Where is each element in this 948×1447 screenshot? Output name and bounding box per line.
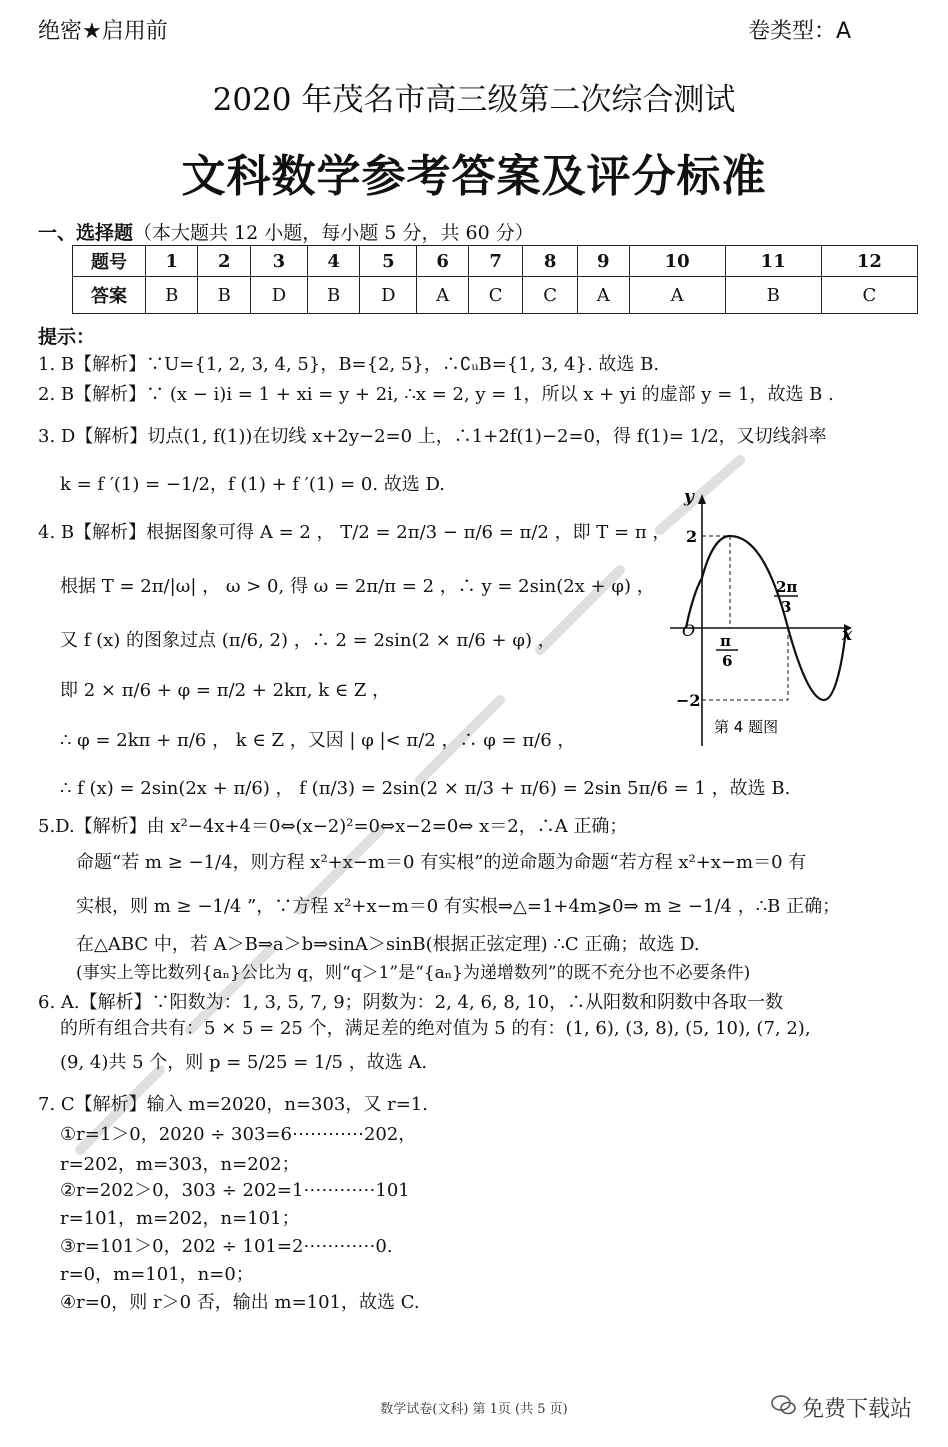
- hint-label: 提示：: [38, 326, 96, 348]
- table-cell: 3: [250, 246, 307, 277]
- solution-q7-line3: r=202，m=303，n=202；: [60, 1154, 300, 1175]
- table-row-numbers: [73, 246, 918, 277]
- solution-q7-line8: ④r=0，则 r＞0 否，输出 m=101，故选 C.: [60, 1292, 420, 1313]
- solution-q6: 6. A.【解析】∵阳数为：1, 3, 5, 7, 9；阴数为：2, 4, 6, 8, 10，∴从阳数和阴数中各取一数: [38, 992, 784, 1013]
- solution-q7-line6: ③r=101＞0，202 ÷ 101=2⋯⋯⋯⋯0.: [60, 1236, 393, 1257]
- table-cell: 7: [468, 246, 523, 277]
- table-cell: 6: [417, 246, 469, 277]
- page-footer: 数学试卷(文科) 第 1页 (共 5 页): [380, 1402, 568, 1417]
- wechat-icon: [770, 1392, 798, 1418]
- solution-q7-line4: ②r=202＞0，303 ÷ 202=1⋯⋯⋯⋯101: [60, 1180, 410, 1201]
- solution-q4-line3: 又 f (x) 的图象过点 (π/6, 2) ，∴ 2 = 2sin(2 × π/6 + φ) ，: [60, 630, 556, 651]
- solution-q4-line6: ∴ f (x) = 2sin(2x + π/6) ， f (π/3) = 2sin(2 × π/3 + π/6) = 2sin 5π/6 = 1 ，故选 B.: [60, 778, 791, 799]
- y-axis-arrow: [698, 494, 706, 504]
- tick-2pi3-num: 2π: [776, 578, 798, 596]
- section-note: （本大题共 12 小题，每小题 5 分，共 60 分）: [133, 222, 534, 244]
- table-cell: 1: [146, 246, 198, 277]
- table-head-answer: 答案: [73, 277, 146, 314]
- table-cell: 2: [198, 246, 250, 277]
- sine-curve: [702, 536, 846, 700]
- solution-q5: 5.D.【解析】由 x²−4x+4＝0⇔(x−2)²=0⇔x−2=0⇔ x＝2，∴A 正确；: [38, 816, 628, 837]
- solution-q5-line2: 命题“若 m ≥ −1/4，则方程 x²+x−m＝0 有实根”的逆命题为命题“若方程 x²+x−m＝0 有: [76, 852, 807, 873]
- y-min-label: −2: [676, 691, 701, 710]
- solution-q3-cont: k = f ′(1) = −1/2，f (1) + f ′(1) = 0. 故选 D.: [60, 474, 446, 495]
- y-max-label: 2: [686, 527, 698, 546]
- solution-q1: 1. B【解析】∵U={1, 2, 3, 4, 5}，B={2, 5}，∴∁ᵤB={1, 3, 4}. 故选 B.: [38, 354, 660, 375]
- solution-q5-line5: (事实上等比数列{aₙ}公比为 q，则“q＞1”是“{aₙ}为递增数列”的既不充分也不必要条件): [76, 963, 751, 983]
- table-row-answers: [73, 277, 918, 314]
- confidential-label: 绝密★启用前: [38, 19, 168, 44]
- solution-q7-line2: ①r=1＞0，2020 ÷ 303=6⋯⋯⋯⋯202，: [60, 1124, 417, 1145]
- solution-q3: 3. D【解析】切点(1, f(1))在切线 x+2y−2=0 上，∴1+2f(1)−2=0，得 f(1)= 1/2，又切线斜率: [38, 426, 827, 447]
- table-cell: A: [629, 277, 725, 314]
- document-title: 文科数学参考答案及评分标准: [181, 151, 767, 202]
- x-axis-label: x: [842, 625, 853, 645]
- table-cell: 10: [629, 246, 725, 277]
- table-cell: A: [417, 277, 469, 314]
- solution-q7-line7: r=0，m=101，n=0；: [60, 1264, 254, 1285]
- table-cell: 4: [307, 246, 359, 277]
- table-cell: 9: [577, 246, 629, 277]
- answer-table: [72, 245, 918, 314]
- tick-2pi3-den: 3: [781, 598, 792, 616]
- solution-q7: 7. C【解析】输入 m=2020，n=303，又 r=1.: [38, 1094, 428, 1115]
- solution-q4-line2: 根据 T = 2π/|ω| ， ω > 0, 得 ω = 2π/π = 2 ，∴ y = 2sin(2x + φ) ，: [60, 576, 655, 597]
- solution-q4-line4: 即 2 × π/6 + φ = π/2 + 2kπ, k ∈ Z ，: [60, 680, 391, 701]
- solution-q2: 2. B【解析】∵ (x − i)i = 1 + xi = y + 2i, ∴x = 2, y = 1，所以 x + yi 的虚部 y = 1，故选 B .: [38, 384, 834, 405]
- solution-q6-line3: (9, 4)共 5 个，则 p = 5/25 = 1/5 ，故选 A.: [60, 1052, 428, 1073]
- table-cell: D: [250, 277, 307, 314]
- table-cell: D: [360, 277, 417, 314]
- table-cell: 8: [523, 246, 578, 277]
- solution-q5-line3: 实根，则 m ≥ −1/4 ”，∵方程 x²+x−m＝0 有实根⇒△=1+4m⩾0⇒ m ≥ −1/4 ，∴B 正确；: [76, 896, 841, 917]
- solution-q5-line4: 在△ABC 中，若 A＞B⇒a＞b⇒sinA＞sinB(根据正弦定理) ∴C 正确；故选 D.: [76, 934, 700, 955]
- figure-caption: 第 4 题图: [714, 718, 779, 736]
- section-heading: [38, 218, 534, 245]
- solution-q6-line2: 的所有组合共有：5 × 5 = 25 个，满足差的绝对值为 5 的有：(1, 6), (3, 8), (5, 10), (7, 2),: [60, 1018, 811, 1039]
- tick-pi6-num: π: [720, 632, 731, 650]
- table-cell: B: [307, 277, 359, 314]
- table-cell: 11: [725, 246, 821, 277]
- origin-label: O: [682, 621, 696, 640]
- exam-title: 2020 年茂名市高三级第二次综合测试: [212, 82, 736, 118]
- solution-q4-line5: ∴ φ = 2kπ + π/6 ， k ∈ Z ，又因 | φ |< π/2 ，∴ φ = π/6 ，: [60, 730, 576, 751]
- table-cell: A: [577, 277, 629, 314]
- section-label: 一、选择题: [38, 222, 134, 244]
- table-cell: C: [468, 277, 523, 314]
- table-cell: C: [523, 277, 578, 314]
- tick-pi6-den: 6: [722, 652, 733, 670]
- table-cell: 5: [360, 246, 417, 277]
- solution-q7-line5: r=101，m=202，n=101；: [60, 1208, 300, 1229]
- y-axis-label: y: [684, 488, 694, 507]
- table-cell: 12: [821, 246, 917, 277]
- solution-q4: 4. B【解析】根据图象可得 A = 2 ， T/2 = 2π/3 − π/6 = π/2 ，即 T = π ，: [38, 522, 671, 543]
- paper-type-label: 卷类型：A: [748, 19, 852, 44]
- table-cell: B: [146, 277, 198, 314]
- table-cell: B: [725, 277, 821, 314]
- table-head-number: 题号: [73, 246, 146, 277]
- sine-graph-figure: [666, 488, 866, 758]
- watermark-text: 免费下载站: [802, 1397, 913, 1422]
- table-cell: C: [821, 277, 917, 314]
- table-cell: B: [198, 277, 250, 314]
